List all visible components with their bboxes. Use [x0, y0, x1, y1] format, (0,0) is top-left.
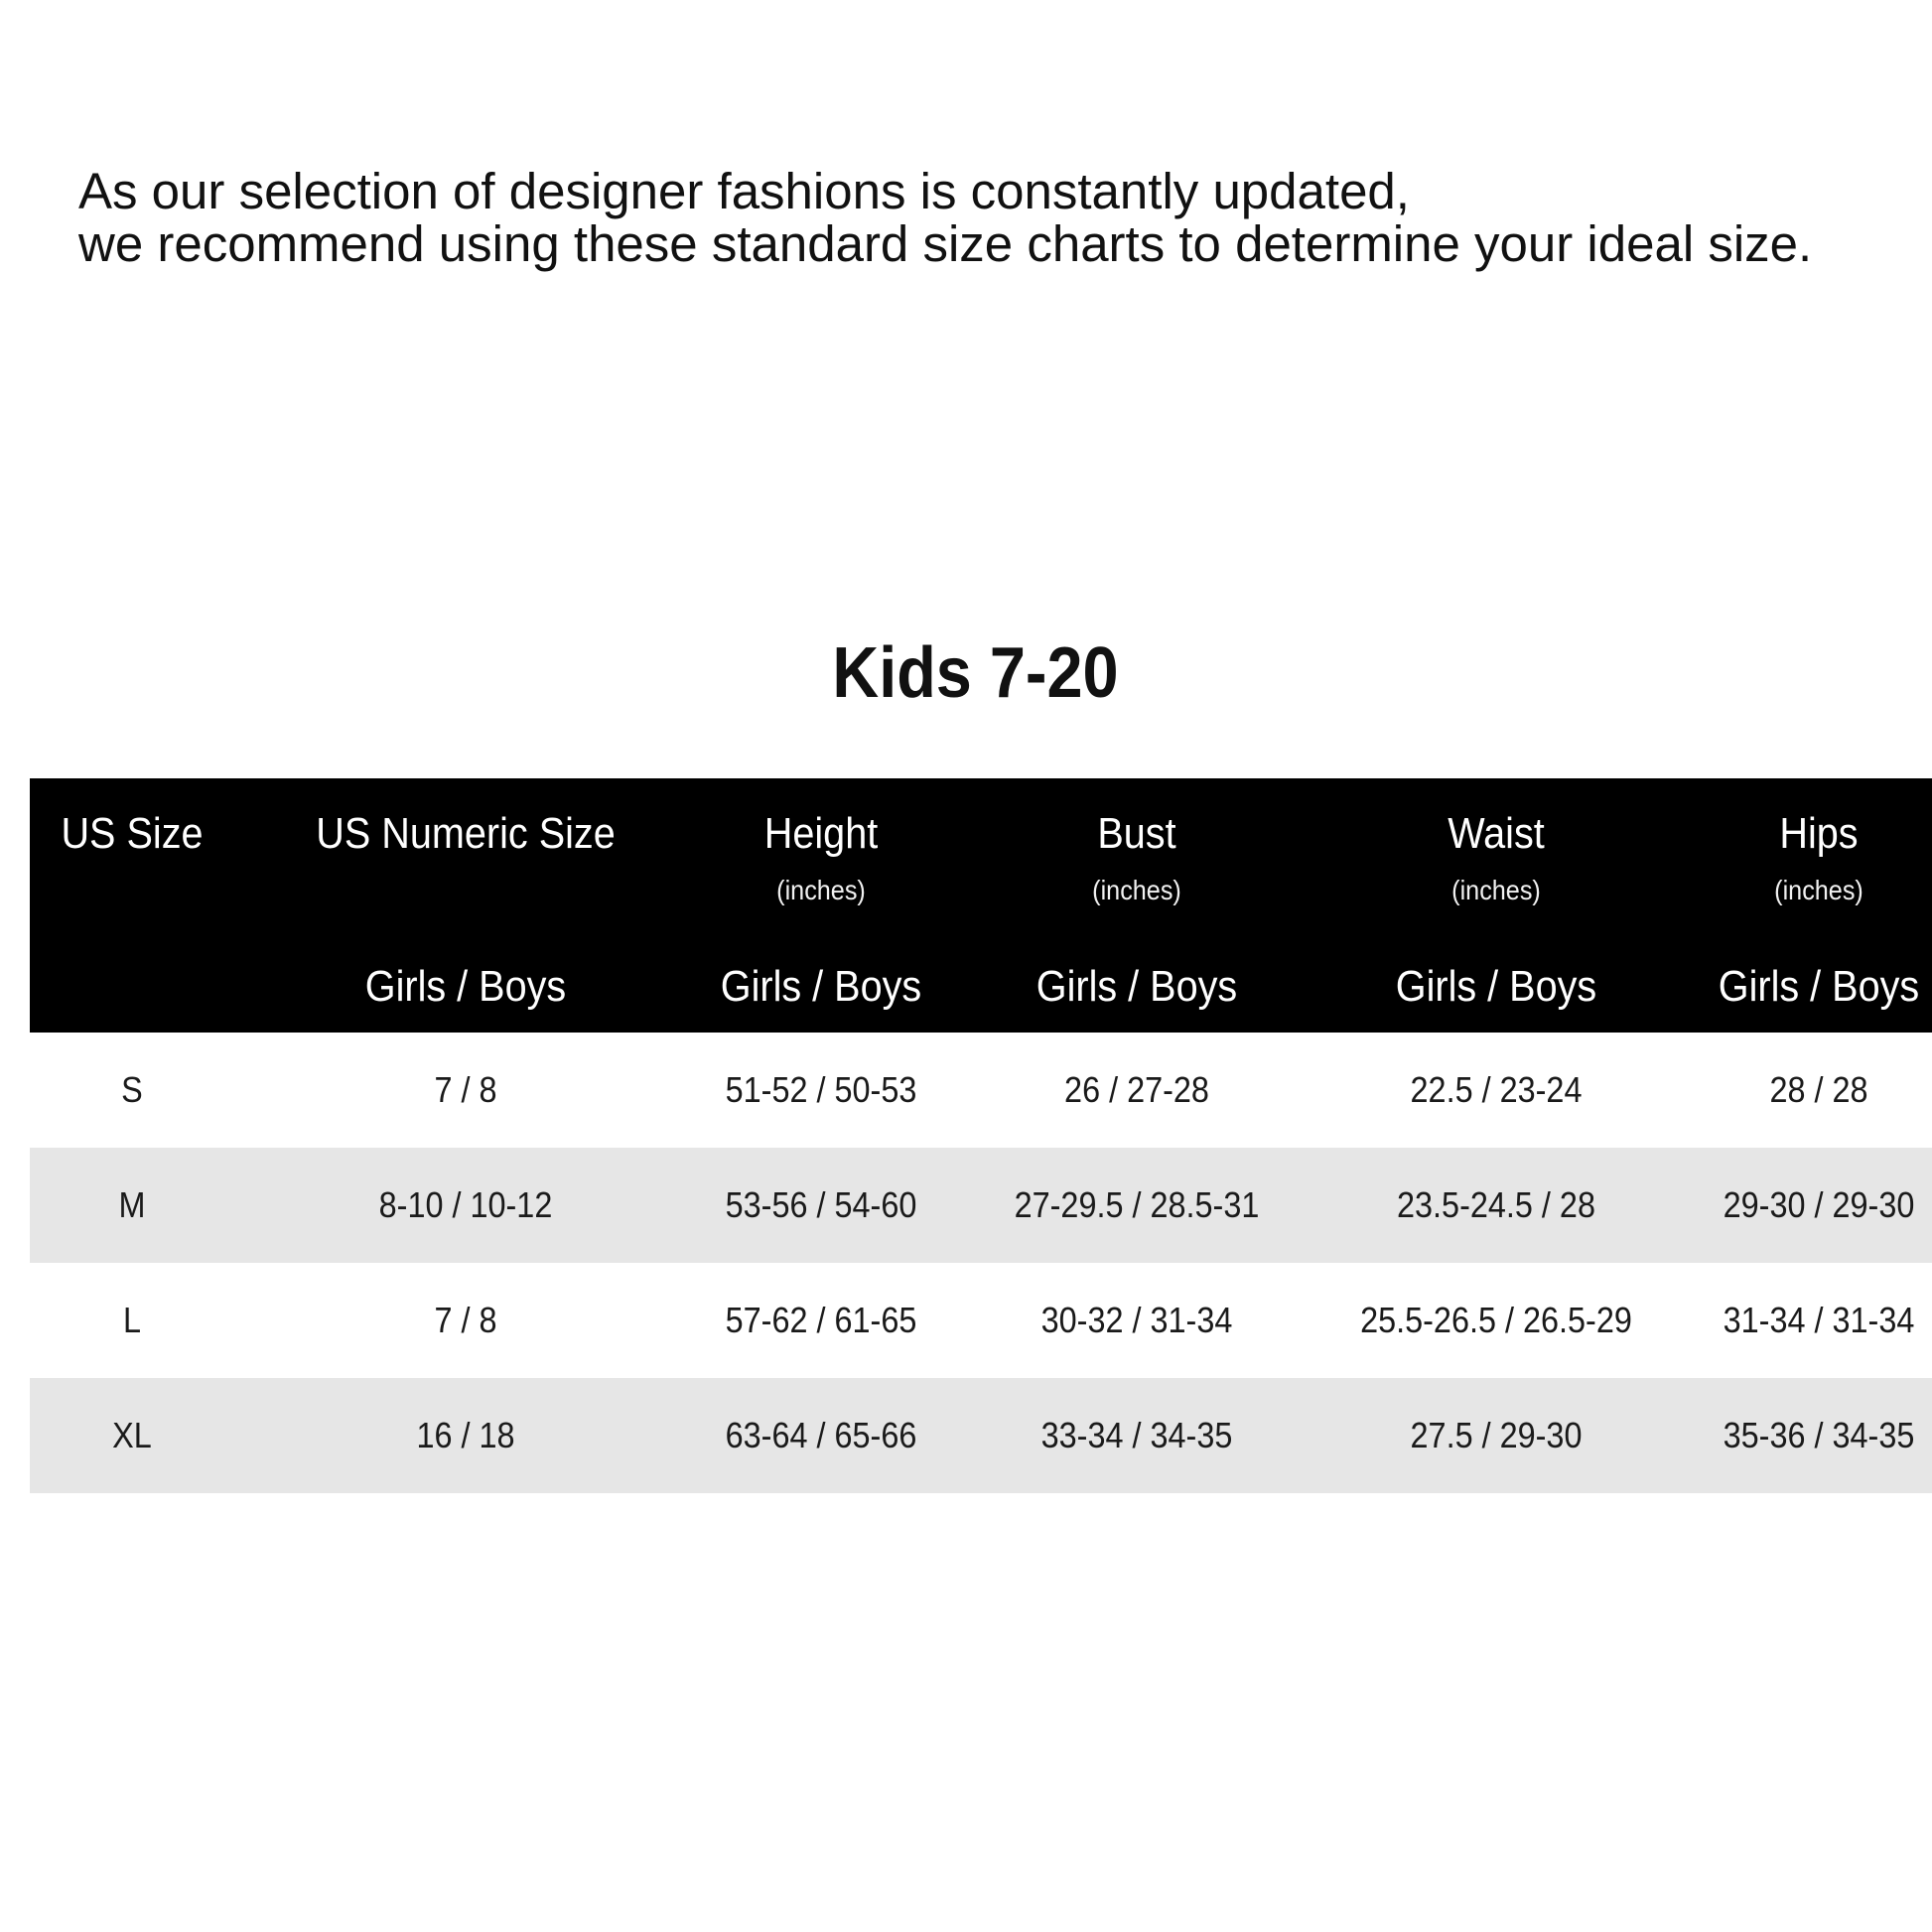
header-title: Height	[763, 809, 879, 858]
table-header	[30, 778, 1932, 1033]
table-row	[30, 1033, 1932, 1148]
cell-us-size: S	[121, 1069, 143, 1110]
cell-bust: 27-29.5 / 28.5-31	[1014, 1184, 1260, 1225]
header-bust	[955, 778, 1318, 1033]
cell-height: 53-56 / 54-60	[725, 1184, 917, 1225]
header-unit: (inches)	[776, 875, 866, 905]
cell-bust: 33-34 / 34-35	[1040, 1415, 1233, 1455]
cell-us-size: L	[122, 1300, 142, 1340]
header-subtitle: Girls / Boys	[1035, 962, 1238, 1011]
cell-waist: 25.5-26.5 / 26.5-29	[1360, 1300, 1632, 1340]
header-waist	[1314, 778, 1678, 1033]
header-subtitle: Girls / Boys	[1395, 962, 1597, 1011]
cell-us-numeric-size: 8-10 / 10-12	[378, 1184, 553, 1225]
cell-waist: 23.5-24.5 / 28	[1397, 1184, 1595, 1225]
header-height	[639, 778, 1003, 1033]
cell-waist: 22.5 / 23-24	[1410, 1069, 1583, 1110]
table-row	[30, 1263, 1932, 1378]
cell-bust: 26 / 27-28	[1064, 1069, 1209, 1110]
cell-hips: 31-34 / 31-34	[1723, 1300, 1915, 1340]
cell-height: 63-64 / 65-66	[725, 1415, 917, 1455]
header-title: Bust	[1097, 809, 1176, 858]
cell-waist: 27.5 / 29-30	[1410, 1415, 1583, 1455]
cell-height: 57-62 / 61-65	[725, 1300, 917, 1340]
header-us-size	[30, 778, 234, 1033]
cell-us-numeric-size: 7 / 8	[434, 1069, 497, 1110]
header-subtitle: Girls / Boys	[720, 962, 922, 1011]
header-title: US Size	[61, 809, 204, 858]
header-hips	[1650, 778, 1932, 1033]
header-subtitle: Girls / Boys	[1718, 962, 1920, 1011]
cell-hips: 29-30 / 29-30	[1723, 1184, 1915, 1225]
cell-us-size: XL	[112, 1415, 152, 1455]
header-title: Waist	[1448, 809, 1545, 858]
cell-hips: 28 / 28	[1769, 1069, 1868, 1110]
cell-us-numeric-size: 16 / 18	[416, 1415, 515, 1455]
header-title: Hips	[1779, 809, 1859, 858]
header-title: US Numeric Size	[316, 809, 616, 858]
cell-height: 51-52 / 50-53	[725, 1069, 917, 1110]
cell-us-numeric-size: 7 / 8	[434, 1300, 497, 1340]
table-row	[30, 1148, 1932, 1263]
intro-line-1: As our selection of designer fashions is constantly updated,	[78, 163, 1410, 219]
cell-hips: 35-36 / 34-35	[1723, 1415, 1915, 1455]
header-unit: (inches)	[1451, 875, 1541, 905]
header-us-numeric-size	[284, 778, 647, 1033]
header-unit: (inches)	[1774, 875, 1863, 905]
header-unit: (inches)	[1092, 875, 1181, 905]
size-chart-table	[30, 778, 1932, 1493]
cell-bust: 30-32 / 31-34	[1040, 1300, 1233, 1340]
cell-us-size: M	[118, 1184, 146, 1225]
size-chart-title: Kids 7-20	[832, 633, 1119, 713]
header-subtitle: Girls / Boys	[364, 962, 567, 1011]
table-row	[30, 1378, 1932, 1493]
intro-text	[78, 165, 1812, 270]
intro-line-2: we recommend using these standard size charts to determine your ideal size.	[78, 215, 1813, 272]
